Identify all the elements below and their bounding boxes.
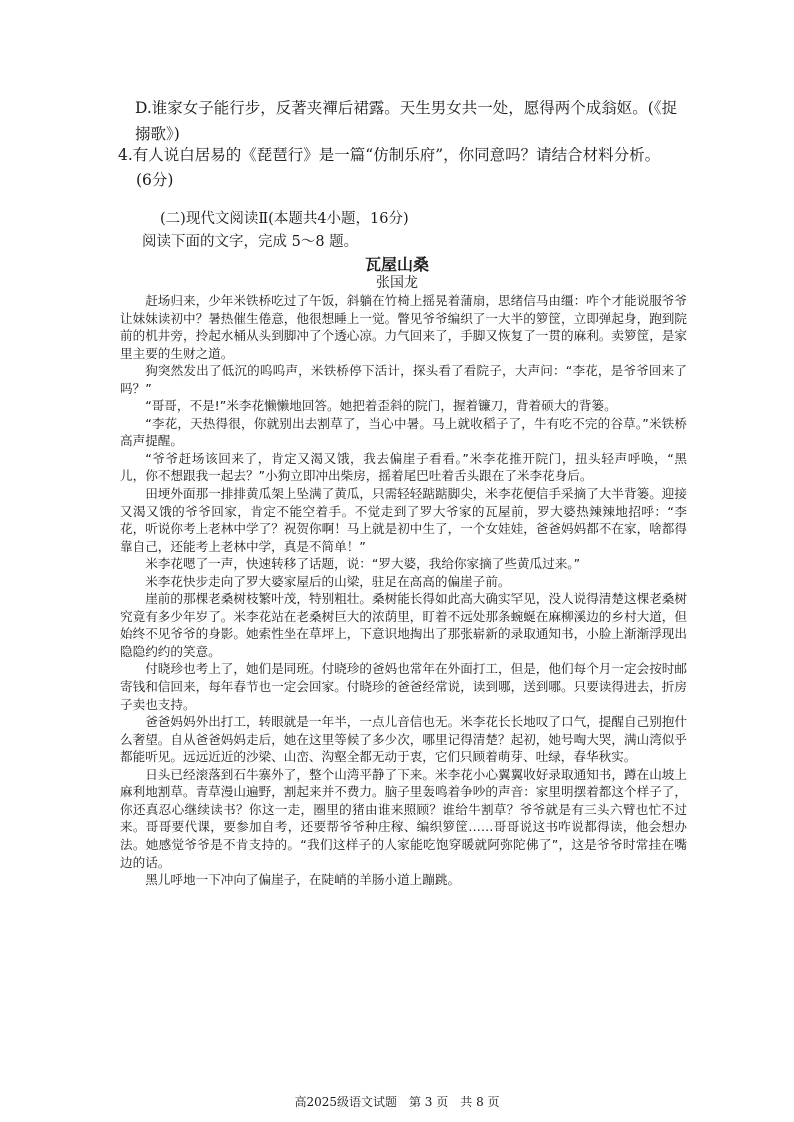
option-d-line2: 搦歌》) (135, 125, 180, 143)
article-paragraph: 狗突然发出了低沉的呜呜声，米铁桥停下活计，探头看了看院子，大声问：“李花，是爷爷回来了吗？” (120, 363, 687, 396)
article-paragraph: “哥哥，不是!”米李花懒懒地回答。她把着歪斜的院门，握着镰刀，背着硕大的背篓。 (145, 398, 617, 414)
article-paragraph: 黑儿呼地一下冲向了偏崖子，在陡峭的羊肠小道上蹦跳。 (145, 872, 461, 888)
article-paragraph: 米李花嗯了一声，快速转移了话题，说：“罗大婆，我给你家摘了些黄瓜过来。” (145, 556, 581, 572)
option-d (135, 96, 695, 146)
article-paragraph: 付晓珍也考上了，她们是同班。付晓珍的爸妈也常年在外面打工，但是，他们每个月一定会按时邮寄钱和信回来，每年春节也一定会回家。付晓珍的爸爸经常说，读到哪，送到哪。只要读得进去，折房子卖也支持。 (120, 661, 687, 712)
question-4-line1: 4.有人说白居易的《琵琶行》是一篇“仿制乐府”，你同意吗？请结合材料分析。 (118, 146, 661, 164)
article-paragraph: “李花，天热得很，你就别出去割草了，当心中暑。马上就收稻子了，牛有吃不完的谷草。”米铁桥高声提醒。 (120, 415, 687, 449)
reading-instruction: 阅读下面的文字，完成 5～8 题。 (142, 234, 359, 250)
page-footer: 高2025级语文试题 第 3 页 共 8 页 (294, 1095, 500, 1109)
article-author: 张国龙 (376, 275, 418, 291)
option-d-line1: D.谁家女子能行步，反著夹襌后裙露。天生男女共一处，愿得两个成翁妪。(《捉 (135, 99, 678, 117)
article-paragraph: 日头已经滚落到石牛寨外了，整个山湾平静了下来。米李花小心翼翼收好录取通知书，蹲在山坡上麻利地割草。青草漫山遍野，割起来并不费力。脑子里轰鸣着争吵的声音：家里明摆着都这个样子了，你还真忍心继续读书？你这一走，圈里的猪由谁来照顾？谁给牛割草？爷爷就是有三头六臂也忙不过来。哥哥要代课，要参加自考，还要帮爷爷种庄稼、编织箩筐……哥哥说这书咋说都得读，他会想办法。她感觉爷爷是不肯支持的。“我们这样子的人家能吃饱穿暖就阿弥陀佛了”，这是爷爷时常挂在嘴边的话。 (120, 766, 687, 870)
question-4-score: (6分) (136, 171, 174, 189)
section-heading: (二)现代文阅读Ⅱ(本题共4小题，16分) (160, 211, 409, 227)
article-paragraph: 田埂外面那一排排黄瓜架上坠满了黄瓜，只需轻轻踮踮脚尖，米李花便信手采摘了大半背篓。迎接又渴又饿的爷爷回家，肯定不能空着手。不觉走到了罗大爷家的瓦屋前，罗大婆热辣辣地招呼：“李花，听说你考上老林中学了？祝贺你啊！马上就是初中生了，一个女娃娃，爸爸妈妈都不在家，啥都得靠自己，还能考上老林中学，真是不简单！” (120, 486, 687, 554)
article-body (120, 292, 687, 889)
article-paragraph: 爸爸妈妈外出打工，转眼就是一年半，一点儿音信也无。米李花长长地叹了口气，提醒自己别抱什么奢望。自从爸爸妈妈走后，她在这里等候了多少次，哪里记得清楚？起初，她号啕大哭，满山湾似乎都能听见。远远近近的沙梁、山峦、沟壑全都无动于衷，它们只顾着萌芽、吐绿，春华秋实。 (120, 714, 687, 765)
article-paragraph: “爷爷赶场该回来了，肯定又渴又饿，我去偏崖子看看。”米李花推开院门，扭头轻声呼唤，“黑儿，你不想跟我一起去？”小狗立即冲出柴房，摇着尾巴吐着舌头跟在了米李花身后。 (120, 450, 687, 484)
article-title: 瓦屋山桑 (364, 255, 429, 274)
article-paragraph: 崖前的那棵老桑树枝繁叶茂，特别粗壮。桑树能长得如此高大确实罕见，没人说得清楚这棵老桑树究竟有多少年岁了。米李花站在老桑树巨大的浓荫里，盯着不远处那条蜿蜒在麻柳溪边的乡村大道，但始终不见爷爷的身影。她索性坐在草坪上，下意识地掏出了那张崭新的录取通知书，小脸上渐渐浮现出隐隐约约的笑意。 (120, 591, 687, 659)
article-paragraph: 赶场归来，少年米铁桥吃过了午饭，斜躺在竹椅上摇晃着蒲扇，思绪信马由缰：咋个才能说服爷爷让妹妹读初中？暑热催生倦意，他很想睡上一觉。瞥见爷爷编织了一大半的箩筐，立即弹起身，跑到院前的机井旁，拎起水桶从头到脚冲了个透心凉。力气回来了，手脚又恢复了一贯的麻利。卖箩筐，是家里主要的生财之道。 (120, 293, 687, 361)
question-4 (118, 143, 698, 192)
article-paragraph: 米李花快步走向了罗大婆家屋后的山梁，驻足在高高的偏崖子前。 (145, 573, 511, 589)
